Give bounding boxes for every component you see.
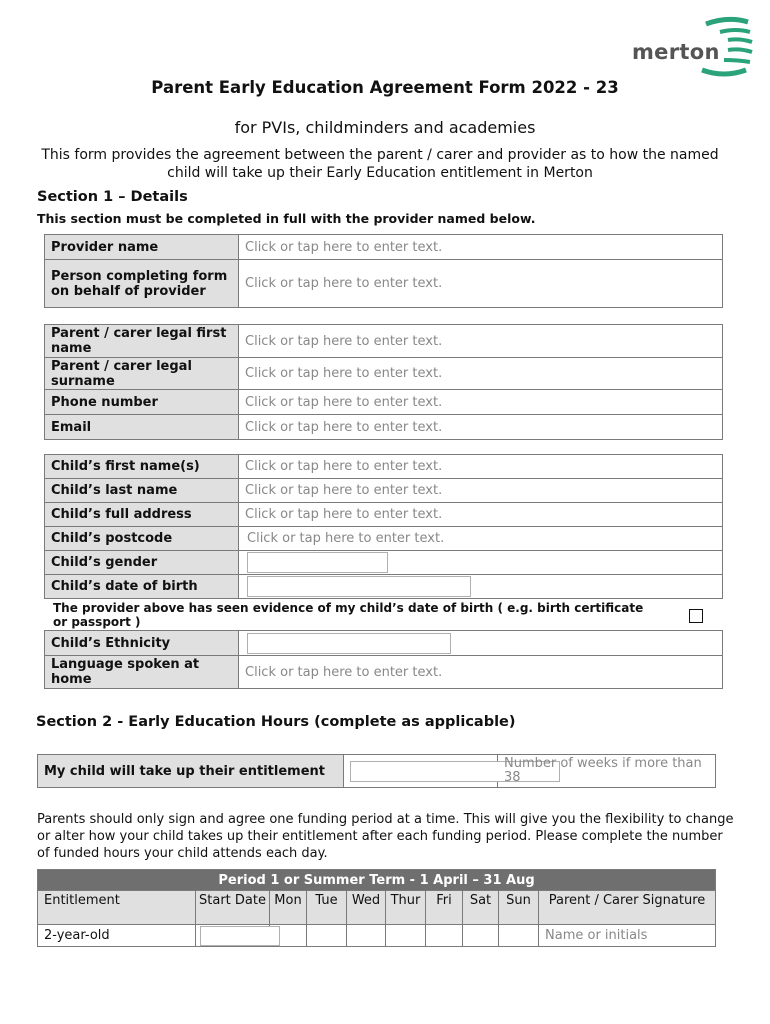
provider-table: [44, 234, 723, 308]
weeks-field[interactable]: Number of weeks if more than 38: [498, 755, 716, 788]
label-parent-first-name: Parent / carer legal first name: [45, 325, 239, 358]
col-signature: Parent / Carer Signature: [539, 891, 716, 925]
language-field[interactable]: Click or tap here to enter text.: [239, 656, 723, 689]
start-date-cell: [196, 925, 270, 947]
merton-logo: [628, 14, 756, 80]
parent-surname-field[interactable]: Click or tap here to enter text.: [239, 358, 723, 390]
hours-note: Parents should only sign and agree one funding period at a time. This will give you the flexibility to change or alter how your child takes up their entitlement after each funding period. Please complete the number of funded hours your child attends each day.: [37, 812, 734, 861]
start-date-picker[interactable]: [200, 926, 280, 946]
col-sun: Sun: [499, 891, 539, 925]
label-person-completing: Person completing form on behalf of provider: [45, 260, 239, 308]
child-dob-cell: [239, 575, 723, 599]
label-provider-name: Provider name: [45, 235, 239, 260]
sun-hours-field[interactable]: [499, 925, 539, 947]
tue-hours-field[interactable]: [307, 925, 347, 947]
period-table: [37, 869, 716, 947]
col-entitlement: Entitlement: [38, 891, 196, 925]
section1-subheading: This section must be completed in full with the provider named below.: [37, 211, 536, 226]
entitlement-cell: [344, 755, 498, 788]
child-dob-picker[interactable]: [247, 576, 471, 597]
row-entitlement: 2-year-old: [38, 925, 196, 947]
col-tue: Tue: [307, 891, 347, 925]
child-table: [44, 454, 723, 599]
parent-first-name-field[interactable]: Click or tap here to enter text.: [239, 325, 723, 358]
sat-hours-field[interactable]: [463, 925, 499, 947]
child-gender-cell: [239, 551, 723, 575]
col-wed: Wed: [347, 891, 386, 925]
col-fri: Fri: [426, 891, 463, 925]
child-ethnicity-dropdown[interactable]: [247, 633, 451, 654]
person-completing-field[interactable]: Click or tap here to enter text.: [239, 260, 723, 308]
parent-table: [44, 324, 723, 440]
label-child-postcode: Child’s postcode: [45, 527, 239, 551]
email-field[interactable]: Click or tap here to enter text.: [239, 415, 723, 440]
label-parent-surname: Parent / carer legal surname: [45, 358, 239, 390]
dob-evidence-text: The provider above has seen evidence of my child’s date of birth ( e.g. birth certificate or passport ): [53, 601, 644, 629]
col-mon: Mon: [270, 891, 307, 925]
col-sat: Sat: [463, 891, 499, 925]
phone-number-field[interactable]: Click or tap here to enter text.: [239, 390, 723, 415]
thur-hours-field[interactable]: [386, 925, 426, 947]
dob-evidence-checkbox[interactable]: [689, 609, 703, 623]
form-title: Parent Early Education Agreement Form 2022 - 23: [151, 78, 619, 97]
period-header: Period 1 or Summer Term - 1 April – 31 Aug: [38, 870, 716, 891]
label-child-ethnicity: Child’s Ethnicity: [45, 631, 239, 656]
child-address-field[interactable]: Click or tap here to enter text.: [239, 503, 723, 527]
label-child-address: Child’s full address: [45, 503, 239, 527]
label-entitlement: My child will take up their entitlement: [38, 755, 344, 788]
child-extra-table: [44, 630, 723, 689]
label-child-last-name: Child’s last name: [45, 479, 239, 503]
col-thur: Thur: [386, 891, 426, 925]
child-gender-dropdown[interactable]: [247, 552, 388, 573]
fri-hours-field[interactable]: [426, 925, 463, 947]
label-child-gender: Child’s gender: [45, 551, 239, 575]
label-email: Email: [45, 415, 239, 440]
col-start-date: Start Date: [196, 891, 270, 925]
child-postcode-field[interactable]: Click or tap here to enter text.: [239, 527, 723, 551]
intro-text: This form provides the agreement between the parent / carer and provider as to how the named child will take up their Early Education entitlement in Merton: [41, 147, 719, 181]
signature-field[interactable]: Name or initials: [539, 925, 716, 947]
label-child-first-name: Child’s first name(s): [45, 455, 239, 479]
section2-heading: Section 2 - Early Education Hours (complete as applicable): [36, 714, 516, 730]
wave-icon: [698, 14, 754, 80]
child-last-name-field[interactable]: Click or tap here to enter text.: [239, 479, 723, 503]
section1-heading: Section 1 – Details: [37, 189, 188, 205]
wed-hours-field[interactable]: [347, 925, 386, 947]
provider-name-field[interactable]: Click or tap here to enter text.: [239, 235, 723, 260]
child-ethnicity-cell: [239, 631, 723, 656]
label-language: Language spoken at home: [45, 656, 239, 689]
form-subtitle: for PVIs, childminders and academies: [234, 118, 536, 137]
logo-text: merton: [632, 40, 720, 64]
label-child-dob: Child’s date of birth: [45, 575, 239, 599]
entitlement-table: [37, 754, 716, 788]
label-phone-number: Phone number: [45, 390, 239, 415]
child-first-name-field[interactable]: Click or tap here to enter text.: [239, 455, 723, 479]
